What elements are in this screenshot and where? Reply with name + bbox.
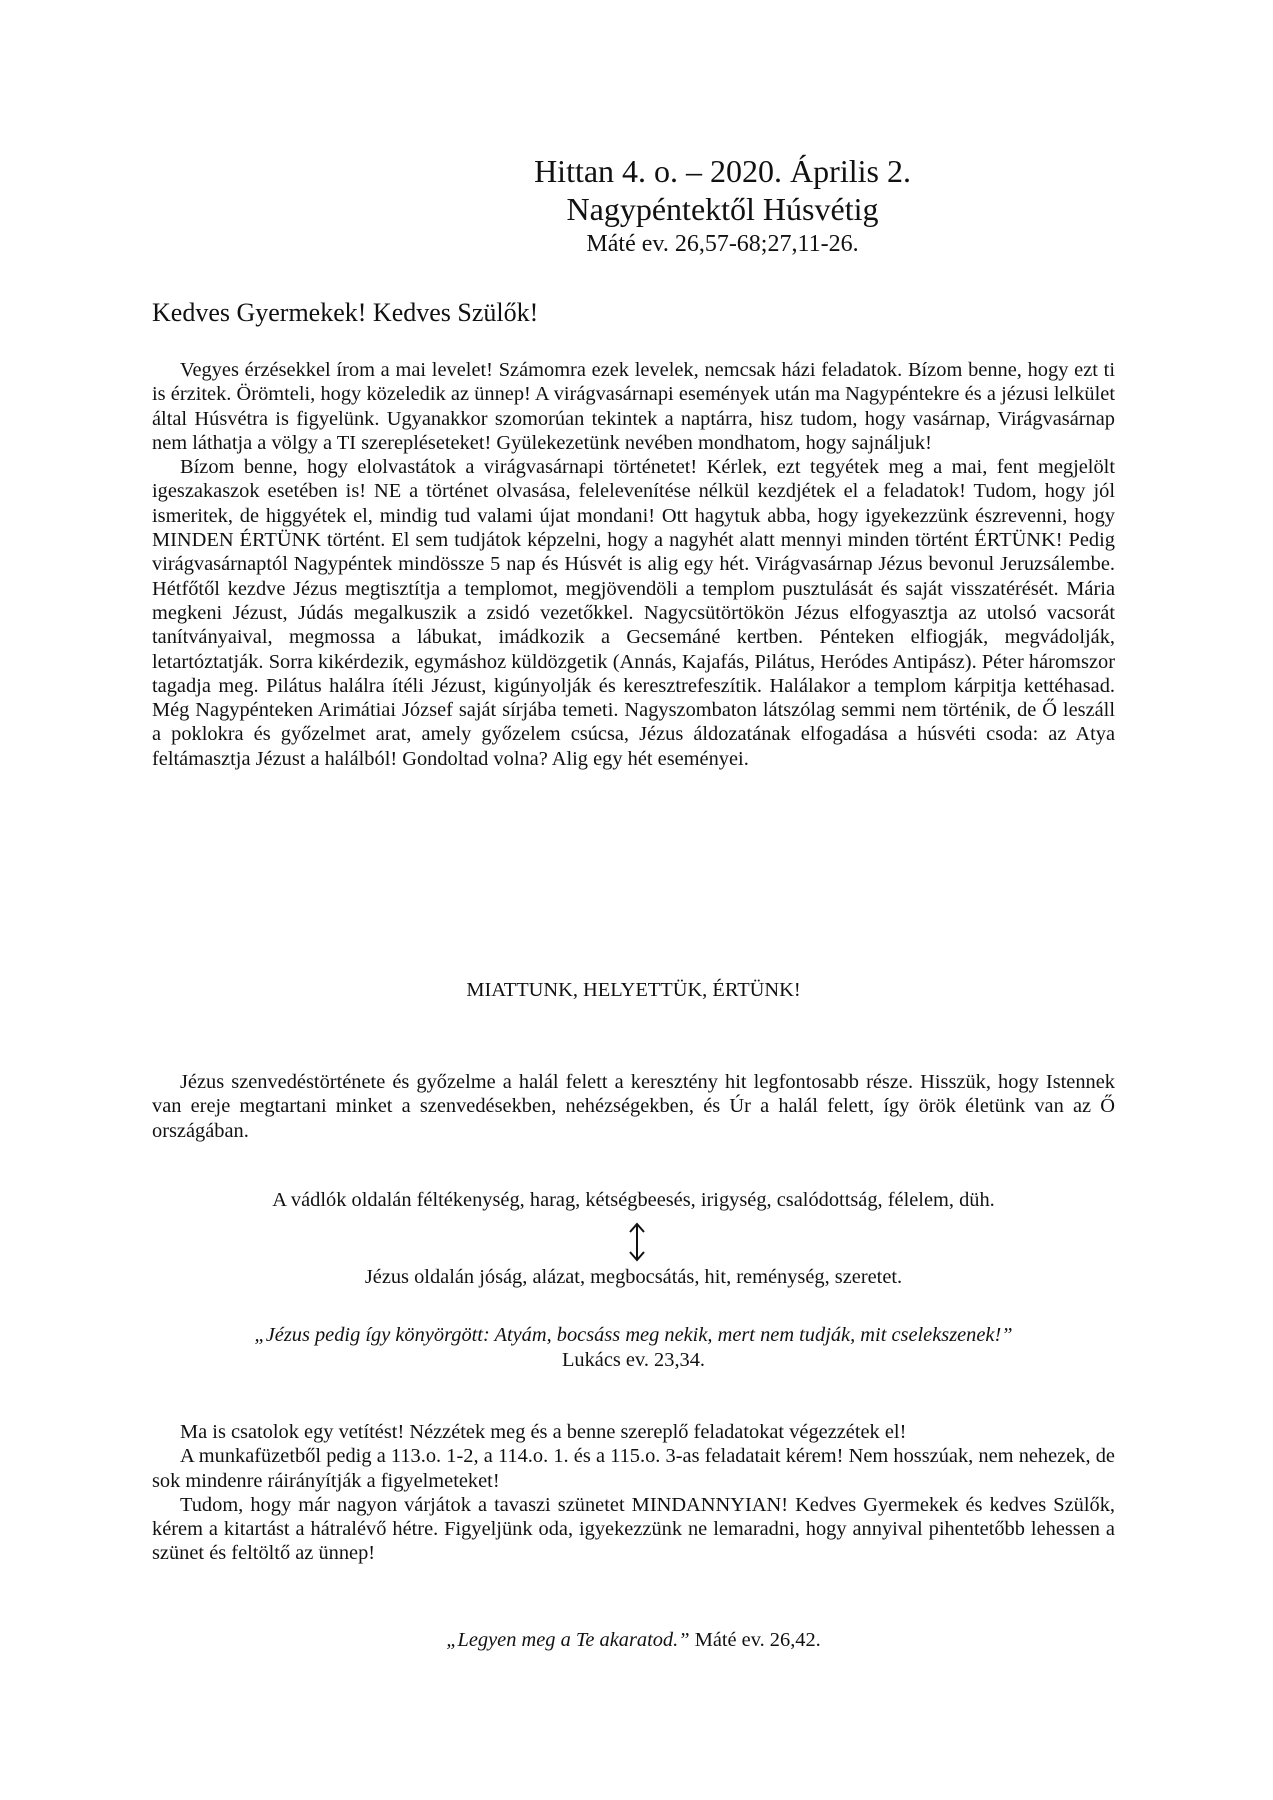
paragraph: Ma is csatolok egy vetítést! Nézzétek meg és a benne szereplő feladatokat végezzétek el! [180, 1421, 907, 1443]
quote-text: „Legyen meg a Te akaratod.” [446, 1629, 690, 1651]
paragraph: A munkafüzetből pedig a 113.o. 1-2, a 114.o. 1. és a 115.o. 3-as feladatait kérem! Nem hosszúak, nem nehezek, de sok mindenre ráirányítják a figyelmeteket! [152, 1445, 1115, 1492]
quote-reference: Lukács ev. 23,34. [561, 1349, 706, 1371]
bible-reference: Máté ev. 26,57-68;27,11-26. [586, 231, 859, 257]
quote-text: „Jézus pedig így könyörgött: Atyám, bocsáss meg nekik, mert nem tudják, mit cselekszenek!” [254, 1324, 1013, 1346]
faith-section [152, 1070, 1115, 1143]
paragraph: Bízom benne, hogy elolvastátok a virágvasárnapi történetet! Kérlek, ezt tegyétek meg a mai, fent megjelölt igeszakaszok esetében is! NE a történet olvasása, felelevenítése nélkül kezdjétek el a feladatok! Tudom, hogy jól ismeritek, de higgyétek el, mindig tud valami újat mondani! Ott hagytuk abba, hogy igyekezzünk észrevenni, hogy MINDEN ÉRTÜNK történt. El sem tudjátok képzelni, hogy a nagyhét alatt mennyi minden történt ÉRTÜNK! Pedig virágvasárnaptól Nagypéntek mindössze 5 nap és Húsvét is alig egy hét. Virágvasárnap Jézus bevonul Jeruzsálembe. Hétfőtől kezdve Jézus megtisztítja a templomot, megjövendöli a templom pusztulását és saját visszatérését. Mária megkeni Jézust, Júdás megalkuszik a zsidó vezetőkkel. Nagycsütörtökön Jézus elfogyasztja az utolsó vacsorát tanítványaival, megmossa a lábukat, imádkozik a Gecsemáné kertben. Pénteken elfiogják, megvádolják, letartóztatják. Sorra kikérdezik, egymáshoz küldözgetik (Annás, Kajafás, Pilátus, Heródes Antipász). Péter háromszor tagadja meg. Pilátus halálra ítéli Jézust, kigúnyolják és keresztrefeszítik. Halálakor a templom kárpitja kettéhasad. Még Nagypénteken Arimátiai József saját sírjába temeti. Nagyszombaton látszólag semmi nem történik, de Ő leszáll a poklokra és győzelmet arat, amely győzelem csúcsa, Jézus áldozatának elfogadása a húsvéti csoda: az Atya feltámasztja Jézust a halálból! Gondoltad volna? Alig egy hét eseményei. [152, 456, 1115, 770]
paragraph: Vegyes érzésekkel írom a mai levelet! Számomra ezek levelek, nemcsak házi feladatok. Bízom benne, hogy ezt ti is érzitek. Örömteli, hogy közeledik az ünnep! A virágvasárnapi események után ma Nagypéntekre és a jézusi lelkület által Húsvétra is figyelünk. Ugyanakkor szomorúan tekintek a naptárra, hisz tudom, hogy vasárnap, Virágvasárnap nem láthatja a völgy a TI szerepléseteket! Gyülekezetünk nevében mondhatom, hogy sajnáljuk! [152, 359, 1115, 454]
accusers-line: A vádlók oldalán féltékenység, harag, kétségbeesés, irigység, csalódottság, félelem, düh. [272, 1189, 995, 1211]
closing-quote [152, 1628, 1115, 1652]
document-subtitle: Nagypéntektől Húsvétig [566, 191, 879, 227]
quote-reference: Máté ev. 26,42. [694, 1629, 821, 1651]
paragraph: Jézus szenvedéstörténete és győzelme a halál felett a keresztény hit legfontosabb része. Hisszük, hogy Istennek van ereje megtartani minket a szenvedésekben, nehézségekben, és Úr a halál felett, így örök életünk van az Ő országában. [152, 1071, 1115, 1142]
jesus-line: Jézus oldalán jóság, alázat, megbocsátás, hit, reménység, szeretet. [364, 1266, 903, 1288]
document-title: Hittan 4. o. – 2020. Április 2. [534, 153, 911, 189]
intro-section [152, 358, 1115, 771]
up-down-arrow-icon [0, 1222, 1273, 1262]
title-block [0, 152, 1273, 260]
tasks-section [152, 1420, 1115, 1566]
greeting: Kedves Gyermekek! Kedves Szülők! [152, 298, 539, 327]
section-heading: MIATTUNK, HELYETTÜK, ÉRTÜNK! [466, 979, 801, 1001]
paragraph: Tudom, hogy már nagyon várjátok a tavaszi szünetet MINDANNYIAN! Kedves Gyermekek és kedves Szülők, kérem a kitartást a hátralévő hétre. Figyeljünk oda, igyekezzünk ne lemaradni, hogy annyival pihentetőbb lehessen a szünet és feltöltő az ünnep! [152, 1493, 1115, 1565]
quote-luke [152, 1323, 1115, 1373]
